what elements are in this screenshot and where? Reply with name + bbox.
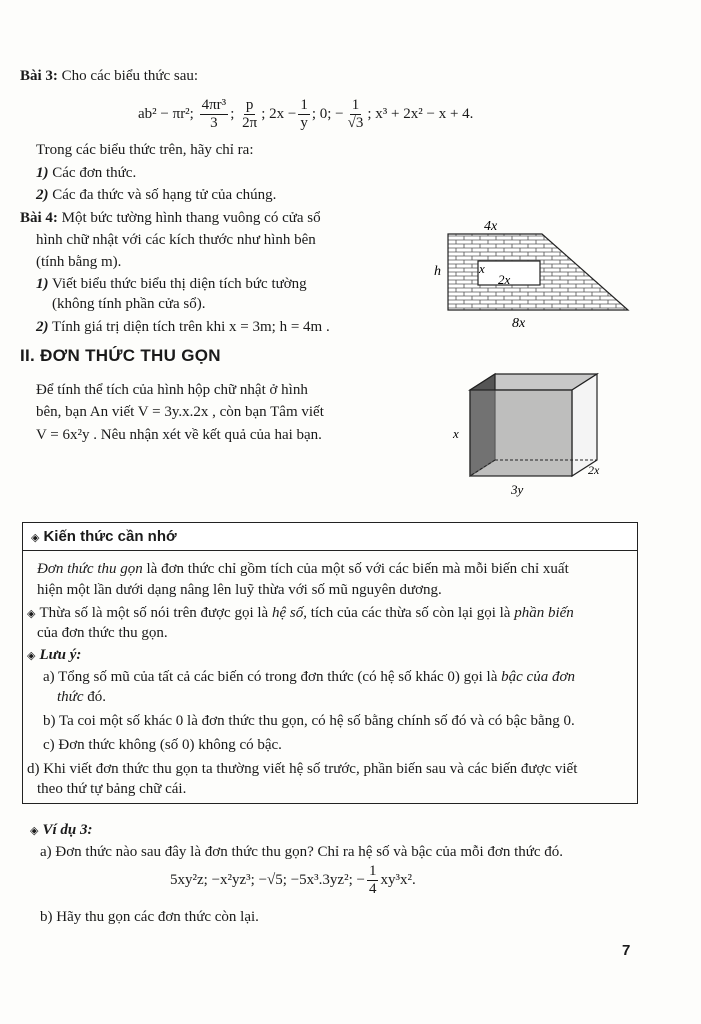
note-c: c) Đơn thức không (số 0) không có bậc.	[43, 737, 282, 753]
knowledge-p2-cont: của đơn thức thu gọn.	[37, 625, 168, 641]
bai3-question: Trong các biểu thức trên, hãy chỉ ra:	[36, 142, 254, 158]
label-inner: 2x	[498, 272, 511, 287]
bai3-label: Bài 3:	[20, 68, 58, 84]
luu-y: ◈ Lưu ý:	[27, 647, 82, 663]
section-title: II. ĐƠN THỨC THU GỌN	[20, 346, 221, 365]
knowledge-p2: ◈ Thừa số là một số nói trên được gọi là hệ số, tích của các thừa số còn lại gọi là phần biến	[27, 605, 574, 621]
note-a-cont: thức đó.	[57, 689, 107, 705]
knowledge-title: Kiến thức cần nhớ	[43, 528, 177, 545]
example-expressions: 5xy²z; −x²yz³; −√5; −5x³.3yz²; − $\frac{1}{4}$ xy³x².	[170, 863, 416, 898]
bai3-q1: 1) Các đơn thức.	[36, 165, 137, 181]
fraction: $\frac{p}{2\pi}$	[242, 97, 258, 132]
example-title: ◈ Ví dụ 3:	[30, 822, 93, 838]
trapezoid-wall-figure	[420, 216, 650, 336]
diamond-icon: ◈	[31, 532, 40, 544]
note-b: b) Ta coi một số khác 0 là đơn thức thu gọn, có hệ số bằng chính số đó và có bậc bằng 0.	[43, 713, 575, 729]
bai3-expressions: ab² − πr²; $\frac{\text{4πr³}}{3}$ ; $\frac{p}{2\pi}$ ; 2x − $\frac{1}{y}$ ; 0; − $\frac{1}{√3}$ ; x³ + 2x² − x + 4.	[138, 97, 474, 132]
bai4-q1-cont: (không tính phần cửa sổ).	[52, 296, 206, 312]
label-h: h	[434, 264, 441, 279]
cuboid-figure	[445, 372, 620, 502]
cuboid-label-x: x	[453, 426, 459, 441]
cuboid-front	[470, 390, 572, 476]
label-x: x	[479, 261, 485, 276]
section2-text3: V = 6x²y . Nêu nhận xét về kết quả của hai bạn.	[36, 427, 322, 443]
cuboid-label-z: 2x	[588, 463, 600, 477]
fraction: $\frac{1}{√3}$	[347, 97, 364, 132]
fraction: $\frac{\text{4πr³}}{3}$	[201, 97, 227, 132]
cuboid-label-y: 3y	[511, 482, 524, 497]
knowledge-box-header	[23, 523, 637, 551]
section2-text1: Để tính thể tích của hình hộp chữ nhật ở hình	[36, 382, 308, 398]
knowledge-box	[22, 522, 638, 804]
bai4-q2: 2) Tính giá trị diện tích trên khi x = 3m; h = 4m .	[36, 319, 330, 335]
bai3-q2: 2) Các đa thức và số hạng tử của chúng.	[36, 187, 277, 203]
label-bottom: 8x	[512, 316, 526, 331]
note-d-cont: theo thứ tự bảng chữ cái.	[37, 781, 187, 797]
knowledge-p1-cont: hiện một lần dưới dạng nâng lên luỹ thừa với số mũ nguyên dương.	[37, 582, 442, 598]
example-b: b) Hãy thu gọn các đơn thức còn lại.	[40, 909, 259, 925]
diamond-icon: ◈	[27, 608, 36, 620]
section2-text2: bên, bạn An viết V = 3y.x.2x , còn bạn Tâm viết	[36, 404, 324, 420]
bai4-line2: hình chữ nhật với các kích thước như hình bên	[36, 232, 316, 248]
fraction: $\frac{1}{4}$	[368, 863, 377, 898]
bai4-line3: (tính bằng m).	[36, 254, 122, 270]
knowledge-p1: Đơn thức thu gọn là đơn thức chỉ gồm tích của một số với các biến mà mỗi biến chỉ xuất	[37, 561, 569, 577]
bai3-intro: Bài 3: Cho các biểu thức sau:	[20, 68, 199, 84]
fraction: $\frac{1}{y}$	[300, 97, 308, 132]
diamond-icon: ◈	[30, 825, 39, 837]
page-number: 7	[622, 942, 631, 959]
example-a: a) Đơn thức nào sau đây là đơn thức thu gọn? Chỉ ra hệ số và bậc của mỗi đơn thức đó.	[40, 844, 564, 860]
bai4-q1: 1) Viết biểu thức biểu thị diện tích bức tường	[36, 276, 307, 292]
note-a: a) Tổng số mũ của tất cả các biến có trong đơn thức (có hệ số khác 0) gọi là bậc của đơn	[43, 669, 575, 685]
bai4-line1: Bài 4: Một bức tường hình thang vuông có cửa sổ	[20, 210, 321, 226]
label-top: 4x	[484, 219, 498, 234]
diamond-icon: ◈	[27, 650, 36, 662]
note-d: d) Khi viết đơn thức thu gọn ta thường viết hệ số trước, phần biến sau và các biến được viết	[27, 761, 578, 777]
